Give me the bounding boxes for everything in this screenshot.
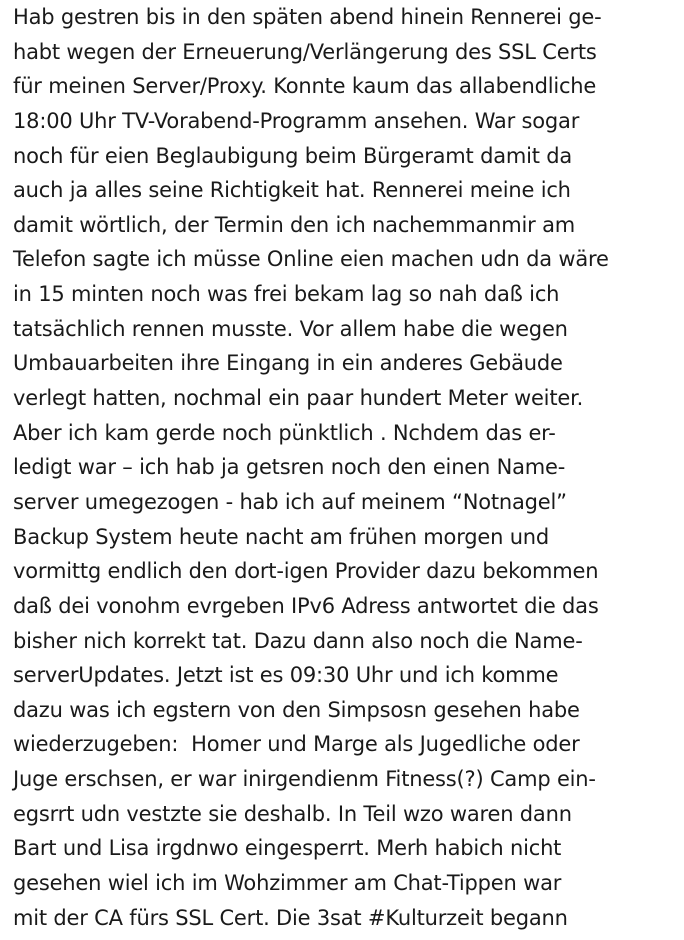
text-line: Umbauarbeiten ihre Eingang in ein anderes Gebäude [13,351,563,376]
text-line: tatsächlich rennen musste. Vor allem habe die wegen [13,316,568,341]
text-line: habt wegen der Erneuerung/Verlängerung des SSL Certs [13,39,597,64]
text-line: verlegt hatten, nochmal ein paar hundert Meter weiter. [13,386,584,411]
text-line: server umegezogen - hab ich auf meinem “Notnagel” [13,489,567,514]
text-line: serverUpdates. Jetzt ist es 09:30 Uhr und ich komme [13,663,559,688]
text-line: Aber ich kam gerde noch pünktlich . Nchdem das er- [13,420,556,445]
text-line: wiederzugeben: Homer und Marge als Jugedliche oder [13,732,580,757]
text-line: damit wörtlich, der Termin den ich nachemmanmir am [13,212,576,237]
text-line: in 15 minten noch was frei bekam lag so nah daß ich [13,282,560,307]
text-line: bisher nich korrekt tat. Dazu dann also noch die Name- [13,628,583,653]
text-line: daß dei vonohm evrgeben IPv6 Adress antwortet die das [13,593,599,618]
text-line: Juge erschsen, er war inirgendienm Fitness(?) Camp ein- [13,767,596,792]
text-line: vormittg endlich den dort-igen Provider dazu bekommen [13,559,599,584]
text-line: Telefon sagte ich müsse Online eien machen udn da wäre [13,247,609,272]
text-line: egsrrt udn vestzte sie deshalb. In Teil wzo waren dann [13,801,572,826]
text-line: dazu was ich egstern von den Simpsosn gesehen habe [13,697,580,722]
text-line: auch ja alles seine Richtigkeit hat. Rennerei meine ich [13,178,571,203]
text-line: Backup System heute nacht am frühen morgen und [13,524,550,549]
body-text [13,0,681,935]
text-line: für meinen Server/Proxy. Konnte kaum das allabendliche [13,74,597,99]
text-line: mit der CA fürs SSL Cert. Die 3sat #Kulturzeit begann [13,905,568,930]
text-line: noch für eien Beglaubigung beim Bürgeramt damit da [13,143,573,168]
text-line: Hab gestren bis in den späten abend hinein Rennerei ge- [13,5,602,29]
text-line: gesehen wiel ich im Wohzimmer am Chat-Tippen war [13,871,562,896]
text-line: ledigt war – ich hab ja getsren noch den einen Name- [13,455,566,480]
text-line: 18:00 Uhr TV-Vorabend-Programm ansehen. War sogar [13,108,580,133]
text-line: Bart und Lisa irgdnwo eingesperrt. Merh habich nicht [13,836,562,861]
